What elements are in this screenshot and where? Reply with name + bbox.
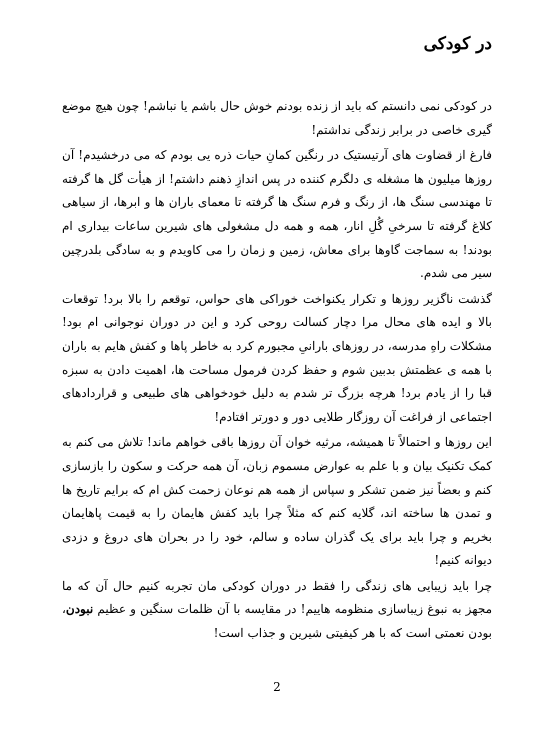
paragraph-text: در کودکی نمی دانستم که باید از زنده بودنم خوش حال باشم یا نباشم! چون هیچ موضع گیری خاصی در برابر زندگی نداشتم! xyxy=(62,99,492,137)
paragraph-text-end: ، بودن نعمتی است که با هر کیفیتی شیرین و جذاب است! xyxy=(62,602,492,641)
paragraph-text: چرا باید زیبایی های زندگی را فقط در دوران کودکی مان تجربه کنیم حال آن که ما مجهز به نبوغ زیباسازی منظومه هاییم! در مقایسه با آن ظلمات سنگین و عظیم xyxy=(62,578,492,617)
paragraph-text: این روزها و احتمالاً تا همیشه، مرثیه خوان آن روزها باقی خواهم ماند! تلاش می کنم به کمک تکنیک بیان و با علم به عوارض مسموم زبان، آن همه حرکت و سکون را بازسازی کنم و بعضاً نیز ضمن تشکر و سپاس از همه هم نوعان زحمت کش ام که برایم تاریخ ها و تمدن ها ساخته اند، گلایه کنم که مثلاً چرا باید کفش هایمان را به قیمت پاهایمان بخریم و چرا باید برای یک گذران ساده و سالم، خود را در بحران های دروغ و دزدی دیوانه کنیم! xyxy=(62,435,492,568)
paragraph-text: فارغ از قضاوت های آرتیستیک در رنگین کمانِ حیات ذره یی بودم که می درخشیدم! آن روزها میلیون ها مشغله ی دلگرم کننده در پس اندازِ ذهنم داشتم! از هیأت گل ها گرفته تا مهندسی سنگ ها، از رنگ و فرم سنگ ها گرفته تا معمای باران ها و ابرها، از سیاهی کلاغ گرفته تا سرخیِ گُلِ انار، همه و همه دل مشغولی های شیرین ساعات بیداری ام بودند! به سماجت گاوها برای معاش، زمین و زمان را می کاویدم و به سادگی بلدرچین سیر می شدم. xyxy=(62,148,492,281)
paragraph xyxy=(62,95,492,142)
body-text xyxy=(62,95,492,648)
paragraph xyxy=(62,288,492,430)
paragraph xyxy=(62,575,492,646)
paragraph xyxy=(62,144,492,286)
bold-word: نبودن xyxy=(65,602,94,617)
page-title: در کودکی xyxy=(423,34,492,54)
paragraph-text: گذشت ناگزیر روزها و تکرار یکنواخت خوراکی های حواس، توقعم را بالا برد! توقعات بالا و ایده های محال مرا دچار کسالت روحی کرد و این در دوران نوجوانی ام بود! مشکلات راهِ مدرسه، در روزهای بارانیِ مجبورم کرد به خاطر پاها و کفش هایم به باران با همه ی عظمتش بدبین شوم و حفظ کردن فرمول مساحت ها، اهمیت دادن به سبزه قبا را از یادم برد! هرچه بزرگ تر شدم به دلیل خودخواهی های طبیعی و قراردادهای اجتماعی از فراغت آن روزگار طلایی دور و دورتر افتادم! xyxy=(62,291,492,424)
paragraph xyxy=(62,431,492,573)
page-number: 2 xyxy=(273,680,281,694)
